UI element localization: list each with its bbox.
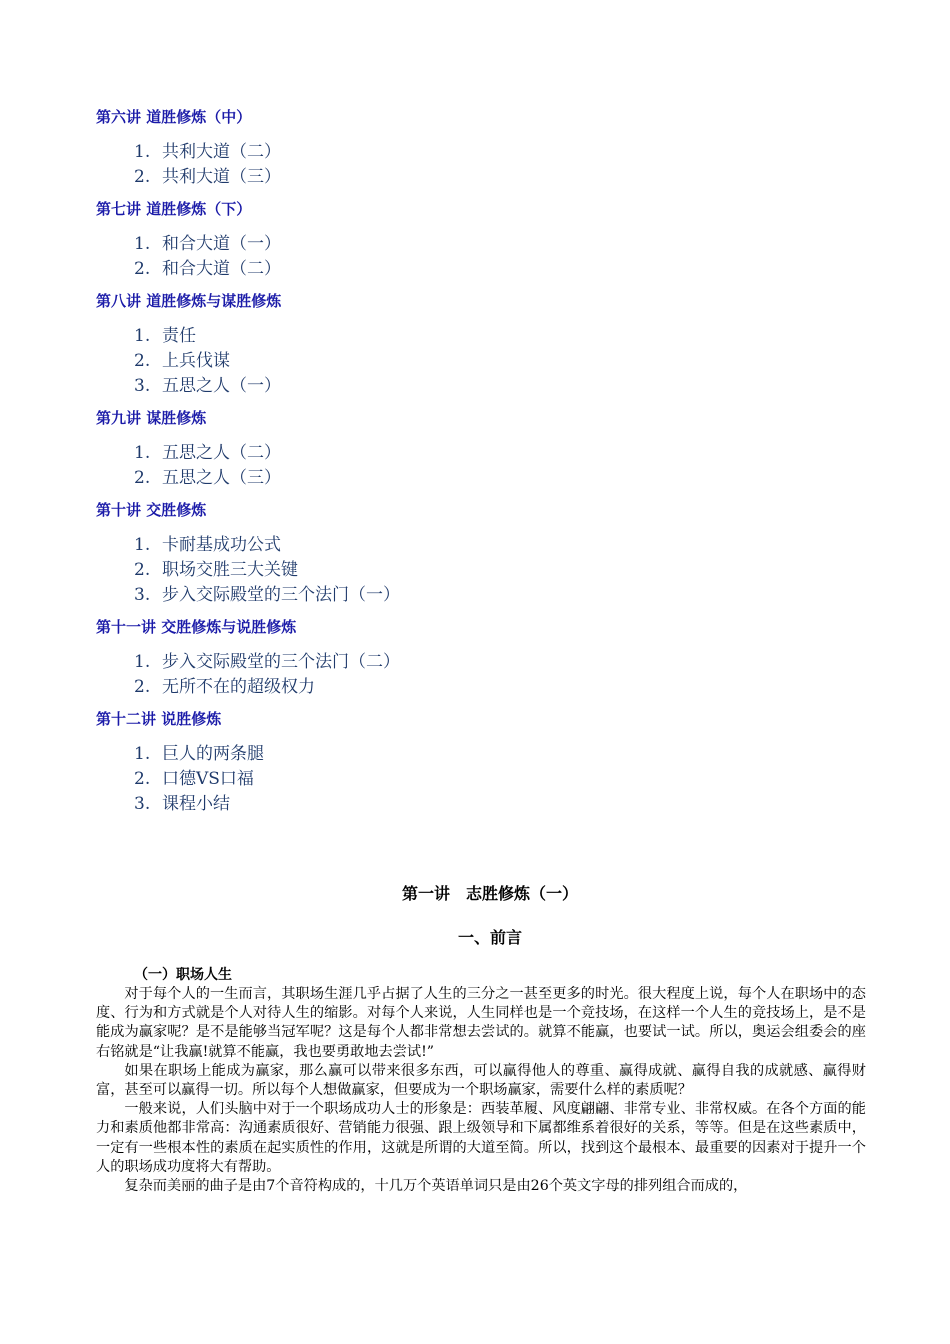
toc-lecture-10	[96, 499, 876, 616]
toc-item-list	[96, 429, 876, 499]
toc-item-text: 和合大道（二）	[162, 259, 281, 279]
toc-item-text: 职场交胜三大关键	[162, 560, 298, 580]
toc-item-number: 2.	[134, 259, 151, 279]
toc-item-text: 责任	[162, 326, 196, 346]
lecture-heading: 第六讲 道胜修炼（中）	[96, 108, 252, 126]
section-title: 一、前言	[457, 928, 522, 947]
toc-item-number: 1.	[134, 142, 151, 162]
toc-item	[96, 466, 876, 491]
toc-item-list	[96, 638, 876, 708]
toc-item-text: 共利大道（二）	[162, 142, 281, 162]
toc-item-list	[96, 521, 876, 616]
lecture-heading: 第九讲 谋胜修炼	[96, 409, 207, 427]
table-of-contents	[96, 106, 876, 825]
toc-item-text: 无所不在的超级权力	[162, 677, 315, 697]
toc-item-number: 1.	[134, 234, 151, 254]
toc-item-number: 1.	[134, 535, 151, 555]
toc-lecture-9	[96, 407, 876, 499]
body-text	[96, 966, 866, 1196]
toc-item	[96, 232, 876, 257]
toc-item	[96, 165, 876, 190]
toc-item-number: 2.	[134, 677, 151, 697]
toc-lecture-12	[96, 708, 876, 825]
paragraph: 如果在职场上能成为赢家，那么赢可以带来很多东西，可以赢得他人的尊重、赢得成就、赢得自我的成就感、赢得财富，甚至可以赢得一切。所以每个人想做赢家，但要成为一个职场赢家，需要什么样的素质呢？	[96, 1062, 866, 1099]
toc-item	[96, 583, 876, 608]
toc-item-text: 卡耐基成功公式	[162, 535, 281, 555]
toc-item-number: 3.	[134, 585, 151, 605]
lecture-heading: 第十一讲 交胜修炼与说胜修炼	[96, 618, 297, 636]
toc-item-number: 1.	[134, 443, 151, 463]
toc-item	[96, 792, 876, 817]
toc-item	[96, 742, 876, 767]
toc-item	[96, 349, 876, 374]
chapter-title: 第一讲 志胜修炼（一）	[401, 884, 578, 903]
toc-lecture-6	[96, 106, 876, 198]
lecture-heading: 第十讲 交胜修炼	[96, 501, 207, 519]
toc-item-number: 3.	[134, 794, 151, 814]
toc-item-number: 2.	[134, 468, 151, 488]
toc-item-list	[96, 312, 876, 407]
toc-lecture-7	[96, 198, 876, 290]
lecture-heading: 第十二讲 说胜修炼	[96, 710, 222, 728]
paragraph: 一般来说，人们头脑中对于一个职场成功人士的形象是：西装革履、风度翩翩、非常专业、非常权威。在各个方面的能力和素质他都非常高：沟通素质很好、营销能力很强、跟上级领导和下属都维系着很好的关系，等等。但是在这些素质中，一定有一些根本性的素质在起实质性的作用，这就是所谓的大道至简。所以，找到这个最根本、最重要的因素对于提升一个人的职场成功度将大有帮助。	[96, 1101, 866, 1175]
toc-item-text: 共利大道（三）	[162, 167, 281, 187]
toc-item	[96, 324, 876, 349]
toc-item	[96, 533, 876, 558]
toc-lecture-8	[96, 290, 876, 407]
toc-item	[96, 257, 876, 282]
toc-item-text: 和合大道（一）	[162, 234, 281, 254]
toc-item-number: 2.	[134, 769, 151, 789]
lecture-heading: 第七讲 道胜修炼（下）	[96, 200, 252, 218]
toc-item-text: 五思之人（一）	[162, 376, 281, 396]
toc-item-number: 2.	[134, 167, 151, 187]
paragraph: 对于每个人的一生而言，其职场生涯几乎占据了人生的三分之一甚至更多的时光。很大程度上说，每个人在职场中的态度、行为和方式就是个人对待人生的缩影。对每个人来说，人生同样也是一个竞技场，在这样一个人生的竞技场上，是不是能成为赢家呢？是不是能够当冠军呢？这是每个人都非常想去尝试的。就算不能赢，也要试一试。所以，奥运会组委会的座右铭就是“让我赢!就算不能赢，我也要勇敢地去尝试!”	[96, 986, 866, 1060]
toc-item-text: 口德VS口福	[162, 769, 254, 789]
toc-item	[96, 441, 876, 466]
sub-heading: （一）职场人生	[134, 967, 232, 983]
toc-item-number: 2.	[134, 560, 151, 580]
toc-item-number: 3.	[134, 376, 151, 396]
toc-item	[96, 767, 876, 792]
toc-item-number: 1.	[134, 744, 151, 764]
toc-item-list	[96, 730, 876, 825]
toc-item	[96, 374, 876, 399]
toc-item-text: 步入交际殿堂的三个法门（二）	[162, 652, 400, 672]
toc-item-text: 上兵伐谋	[162, 351, 230, 371]
toc-item-list	[96, 128, 876, 198]
toc-item-text: 课程小结	[162, 794, 230, 814]
toc-item	[96, 558, 876, 583]
toc-item	[96, 650, 876, 675]
toc-item-text: 步入交际殿堂的三个法门（一）	[162, 585, 400, 605]
lecture-heading: 第八讲 道胜修炼与谋胜修炼	[96, 292, 282, 310]
toc-item-number: 1.	[134, 326, 151, 346]
toc-item	[96, 675, 876, 700]
toc-item-number: 2.	[134, 351, 151, 371]
toc-item-text: 五思之人（三）	[162, 468, 281, 488]
toc-item-number: 1.	[134, 652, 151, 672]
toc-item-list	[96, 220, 876, 290]
toc-item-text: 五思之人（二）	[162, 443, 281, 463]
paragraph: 复杂而美丽的曲子是由7个音符构成的，十几万个英语单词只是由26个英文字母的排列组合而成的，	[124, 1178, 748, 1195]
toc-item-text: 巨人的两条腿	[162, 744, 264, 764]
toc-lecture-11	[96, 616, 876, 708]
toc-item	[96, 140, 876, 165]
